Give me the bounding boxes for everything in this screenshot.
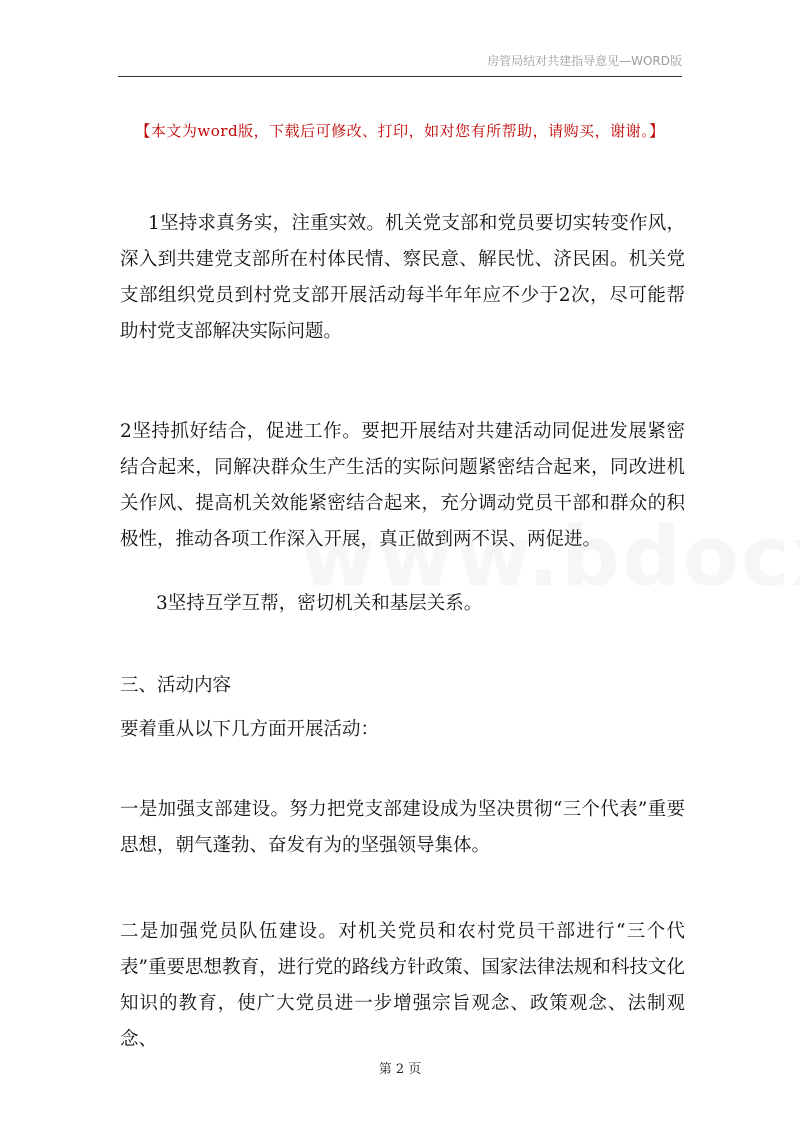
paragraph-5: 二是加强党员队伍建设。对机关党员和农村党员干部进行“三个代表”重要思想教育，进行党的路线方针政策、国家法律法规和科技文化知识的教育，使广大党员进一步增强宗旨观念、政策观念、法制观念、 [120, 921, 685, 1050]
page-number: 第 2 页 [378, 1062, 422, 1077]
page-header [118, 52, 682, 77]
paragraph-2: 2坚持抓好结合，促进工作。要把开展结对共建活动同促进发展紧密结合起来，同解决群众生产生活的实际问题紧密结合起来，同改进机关作风、提高机关效能紧密结合起来，充分调动党员干部和群众的积极性，推动各项工作深入开展，真正做到两不误、两促进。 [120, 421, 685, 550]
paragraph-4: 一是加强支部建设。努力把党支部建设成为坚决贯彻“三个代表”重要思想，朝气蓬勃、奋发有为的坚强领导集体。 [120, 799, 685, 856]
download-notice: 【本文为word版，下载后可修改、打印，如对您有所帮助，请购买，谢谢。】 [135, 122, 665, 140]
paragraph-intro: 要着重从以下几方面开展活动： [120, 719, 380, 740]
paragraph-3: 3坚持互学互帮，密切机关和基层关系。 [156, 593, 483, 614]
paragraph-1: 1坚持求真务实，注重实效。机关党支部和党员要切实转变作风，深入到共建党支部所在村体民情、察民意、解民忧、济民困。机关党支部组织党员到村党支部开展活动每半年年应不少于2次，尽可能帮助村党支部解决实际问题。 [120, 213, 685, 342]
section-heading: 三、活动内容 [120, 675, 232, 696]
header-title: 房管局结对共建指导意见—WORD版 [487, 54, 682, 68]
